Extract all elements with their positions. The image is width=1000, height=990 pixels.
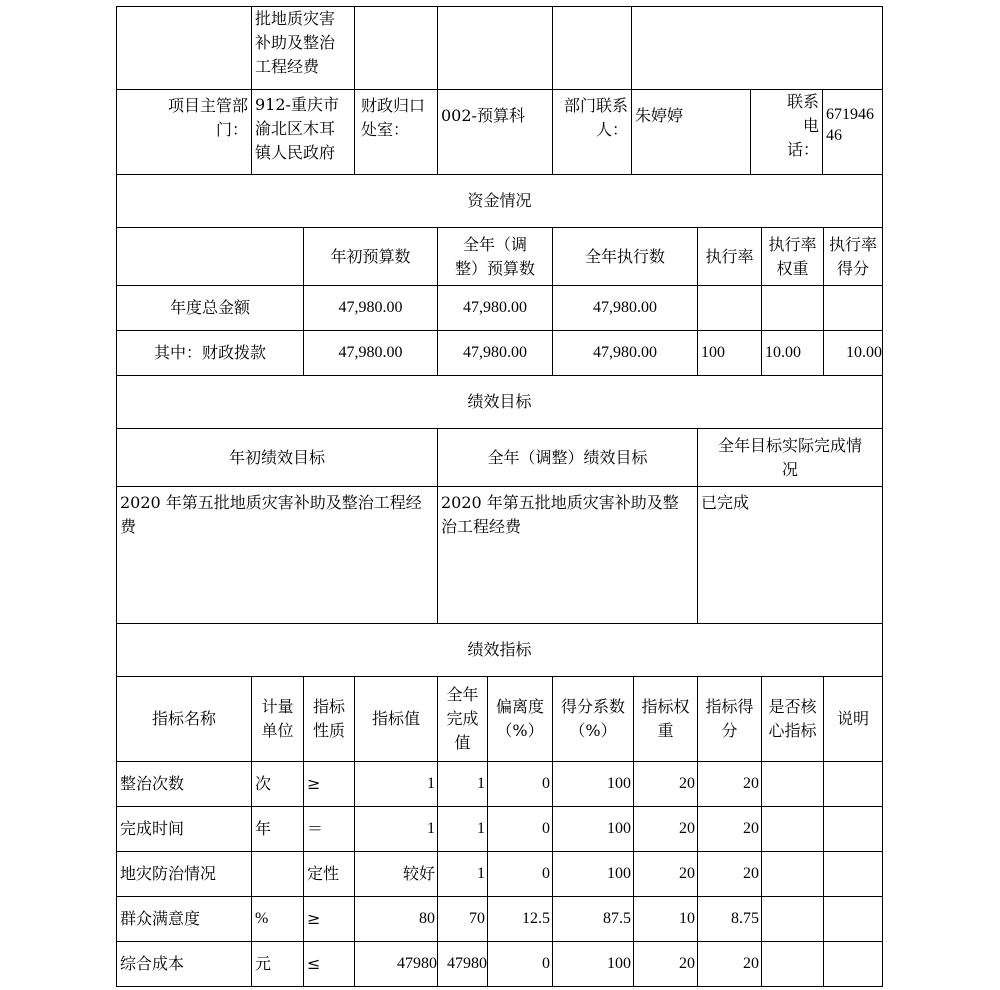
indicator-deviation: 0 <box>487 851 553 897</box>
indicator-deviation: 0 <box>487 806 553 852</box>
indicator-deviation: 0 <box>487 761 553 807</box>
indicator-note <box>823 896 883 942</box>
indicator-weight: 20 <box>633 941 698 987</box>
indicators-section-title: 绩效指标 <box>116 623 883 677</box>
indicator-core <box>761 851 824 897</box>
goals-header-adjusted: 全年（调整）绩效目标 <box>437 428 698 487</box>
indicator-coefficient: 100 <box>552 806 634 852</box>
indicator-core <box>761 941 824 987</box>
indicator-coefficient: 100 <box>552 941 634 987</box>
goals-adjusted-text: 2020 年第五批地质灾害补助及整治工程经费 <box>437 486 698 624</box>
goals-section-title: 绩效目标 <box>116 375 883 429</box>
funds-row-label: 年度总金额 <box>116 285 304 331</box>
indicator-name: 完成时间 <box>116 806 252 852</box>
top-blank-cell <box>631 6 883 90</box>
finance-value: 002-预算科 <box>437 89 553 175</box>
indicator-deviation: 12.5 <box>487 896 553 942</box>
funds-row-weight <box>761 285 824 331</box>
indicator-deviation: 0 <box>487 941 553 987</box>
indicator-nature: 定性 <box>303 851 355 897</box>
indicator-value: 1 <box>354 806 438 852</box>
funds-header-adjusted: 全年（调 整）预算数 <box>437 227 553 286</box>
phone-label: 联系 电 话： <box>750 89 823 175</box>
funds-header-blank <box>116 227 304 286</box>
indicator-score: 8.75 <box>697 896 762 942</box>
ind-header-nature: 指标 性质 <box>303 676 355 762</box>
funds-row-label: 其中：财政拨款 <box>116 330 304 376</box>
indicator-core <box>761 761 824 807</box>
ind-header-value: 指标值 <box>354 676 438 762</box>
ind-header-score: 指标得 分 <box>697 676 762 762</box>
funds-row-weight: 10.00 <box>761 330 824 376</box>
indicator-score: 20 <box>697 941 762 987</box>
ind-header-completed: 全年 完成 值 <box>437 676 488 762</box>
goals-actual-text: 已完成 <box>697 486 883 624</box>
indicator-value: 80 <box>354 896 438 942</box>
goals-header-actual: 全年目标实际完成情 况 <box>697 428 883 487</box>
indicator-completed: 1 <box>437 806 488 852</box>
top-blank-cell <box>437 6 553 90</box>
funds-header-rate-weight: 执行率 权重 <box>761 227 824 286</box>
top-blank-cell <box>354 6 438 90</box>
indicator-weight: 20 <box>633 851 698 897</box>
funds-header-initial: 年初预算数 <box>303 227 438 286</box>
indicator-completed: 47980 <box>437 941 488 987</box>
dept-label: 项目主管部 门： <box>116 89 252 175</box>
indicator-coefficient: 100 <box>552 761 634 807</box>
indicator-completed: 1 <box>437 851 488 897</box>
indicator-note <box>823 806 883 852</box>
indicator-unit: % <box>251 896 304 942</box>
indicator-name: 整治次数 <box>116 761 252 807</box>
goals-header-initial: 年初绩效目标 <box>116 428 438 487</box>
goals-initial-text: 2020 年第五批地质灾害补助及整治工程经费 <box>116 486 438 624</box>
indicator-unit: 年 <box>251 806 304 852</box>
project-name-tail: 批地质灾害 补助及整治 工程经费 <box>251 6 355 90</box>
indicator-score: 20 <box>697 761 762 807</box>
ind-header-name: 指标名称 <box>116 676 252 762</box>
contact-value: 朱婷婷 <box>631 89 751 175</box>
indicator-weight: 10 <box>633 896 698 942</box>
indicator-coefficient: 100 <box>552 851 634 897</box>
phone-value: 671946 46 <box>822 89 883 175</box>
indicator-unit: 元 <box>251 941 304 987</box>
indicator-core <box>761 896 824 942</box>
ind-header-weight: 指标权 重 <box>633 676 698 762</box>
indicator-unit <box>251 851 304 897</box>
indicator-completed: 70 <box>437 896 488 942</box>
indicator-score: 20 <box>697 851 762 897</box>
funds-row-rate <box>697 285 762 331</box>
top-blank-cell <box>552 6 632 90</box>
indicator-note <box>823 941 883 987</box>
funds-header-rate: 执行率 <box>697 227 762 286</box>
funds-row-executed: 47,980.00 <box>552 330 698 376</box>
indicator-nature: ≥ <box>303 761 355 807</box>
top-blank-cell <box>116 6 252 90</box>
finance-label: 财政归口 处室： <box>354 89 438 175</box>
ind-header-unit: 计量 单位 <box>251 676 304 762</box>
funds-row-initial: 47,980.00 <box>303 285 438 331</box>
indicator-unit: 次 <box>251 761 304 807</box>
indicator-value: 47980 <box>354 941 438 987</box>
indicator-note <box>823 851 883 897</box>
funds-section-title: 资金情况 <box>116 174 883 228</box>
indicator-score: 20 <box>697 806 762 852</box>
funds-row-executed: 47,980.00 <box>552 285 698 331</box>
funds-row-adjusted: 47,980.00 <box>437 285 553 331</box>
indicator-core <box>761 806 824 852</box>
indicator-value: 较好 <box>354 851 438 897</box>
indicator-nature: ≤ <box>303 941 355 987</box>
indicator-note <box>823 761 883 807</box>
indicator-weight: 20 <box>633 806 698 852</box>
ind-header-note: 说明 <box>823 676 883 762</box>
contact-label: 部门联系 人： <box>552 89 632 175</box>
indicator-coefficient: 87.5 <box>552 896 634 942</box>
funds-row-adjusted: 47,980.00 <box>437 330 553 376</box>
funds-row-rate: 100 <box>697 330 762 376</box>
funds-header-rate-score: 执行率 得分 <box>823 227 883 286</box>
dept-value: 912-重庆市 渝北区木耳 镇人民政府 <box>251 89 355 175</box>
indicator-nature: ≥ <box>303 896 355 942</box>
indicator-nature: ＝ <box>303 806 355 852</box>
funds-row-score: 10.00 <box>823 330 883 376</box>
indicator-weight: 20 <box>633 761 698 807</box>
indicator-name: 群众满意度 <box>116 896 252 942</box>
indicator-value: 1 <box>354 761 438 807</box>
ind-header-coefficient: 得分系数 （%） <box>552 676 634 762</box>
funds-row-initial: 47,980.00 <box>303 330 438 376</box>
funds-row-score <box>823 285 883 331</box>
funds-header-executed: 全年执行数 <box>552 227 698 286</box>
ind-header-core: 是否核 心指标 <box>761 676 824 762</box>
indicator-name: 地灾防治情况 <box>116 851 252 897</box>
ind-header-deviation: 偏离度 （%） <box>487 676 553 762</box>
indicator-name: 综合成本 <box>116 941 252 987</box>
indicator-completed: 1 <box>437 761 488 807</box>
